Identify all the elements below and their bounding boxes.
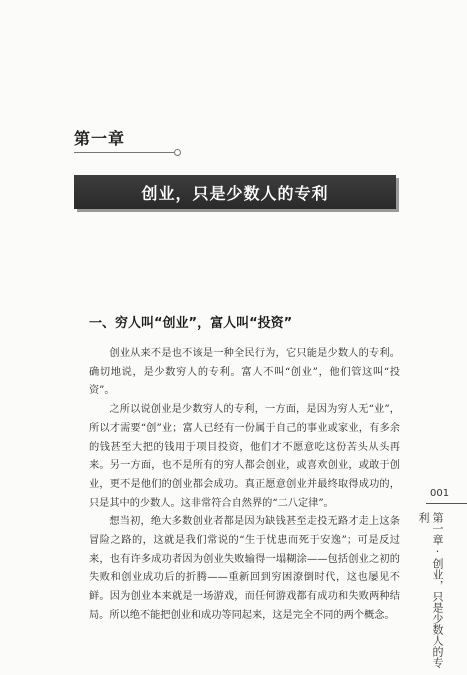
chapter-title-banner (74, 175, 396, 209)
chapter-label: 第一章 (74, 129, 126, 148)
chapter-divider (74, 152, 174, 153)
paragraph: 创业从来不是也不该是一种全民行为，它只能是少数人的专利。确切地说，是少数穷人的专利。富人不叫“创业”，他们管这叫“投资”。 (89, 348, 400, 397)
paragraph: 之所以说创业是少数穷人的专利，一方面，是因为穷人无“业”，所以才需要“创”业；富人已经有一份属于自己的事业或家业，有多余的钱甚至大把的钱用于项目投资，他们才不愿意吃这份苦头从头再来。另一方面，也不是所有的穷人都会创业，或喜欢创业，或敢于创业，更不是他们的创业都会成功。真正愿意创业并最终取得成功的，只是其中的少数人。这非常符合自然界的“二八定律”。 (89, 404, 400, 509)
paragraph: 想当初，绝大多数创业者都是因为缺钱甚至走投无路才走上这条冒险之路的，这就是我们常说的“生于忧患而死于安逸”；可是反过来，也有许多成功者因为创业失败输得一塌糊涂——包括创业之初的失败和创业成功后的折腾——重新回到穷困潦倒时代，这也屡见不鲜。因为创业本来就是一场游戏，而任何游戏都有成功和失败两种结局。所以绝不能把创业和成功等同起来，这是完全不同的两个概念。 (89, 516, 400, 621)
page-number: 001 (430, 488, 450, 499)
body-text (89, 345, 400, 626)
side-divider (426, 503, 467, 504)
section-heading: 一、穷人叫“创业”，富人叫“投资” (89, 316, 293, 331)
divider-dot-ornament (174, 149, 181, 156)
running-head: 第一章·创业，只是少数人的专利 (417, 512, 444, 668)
chapter-title: 创业，只是少数人的专利 (141, 183, 329, 203)
